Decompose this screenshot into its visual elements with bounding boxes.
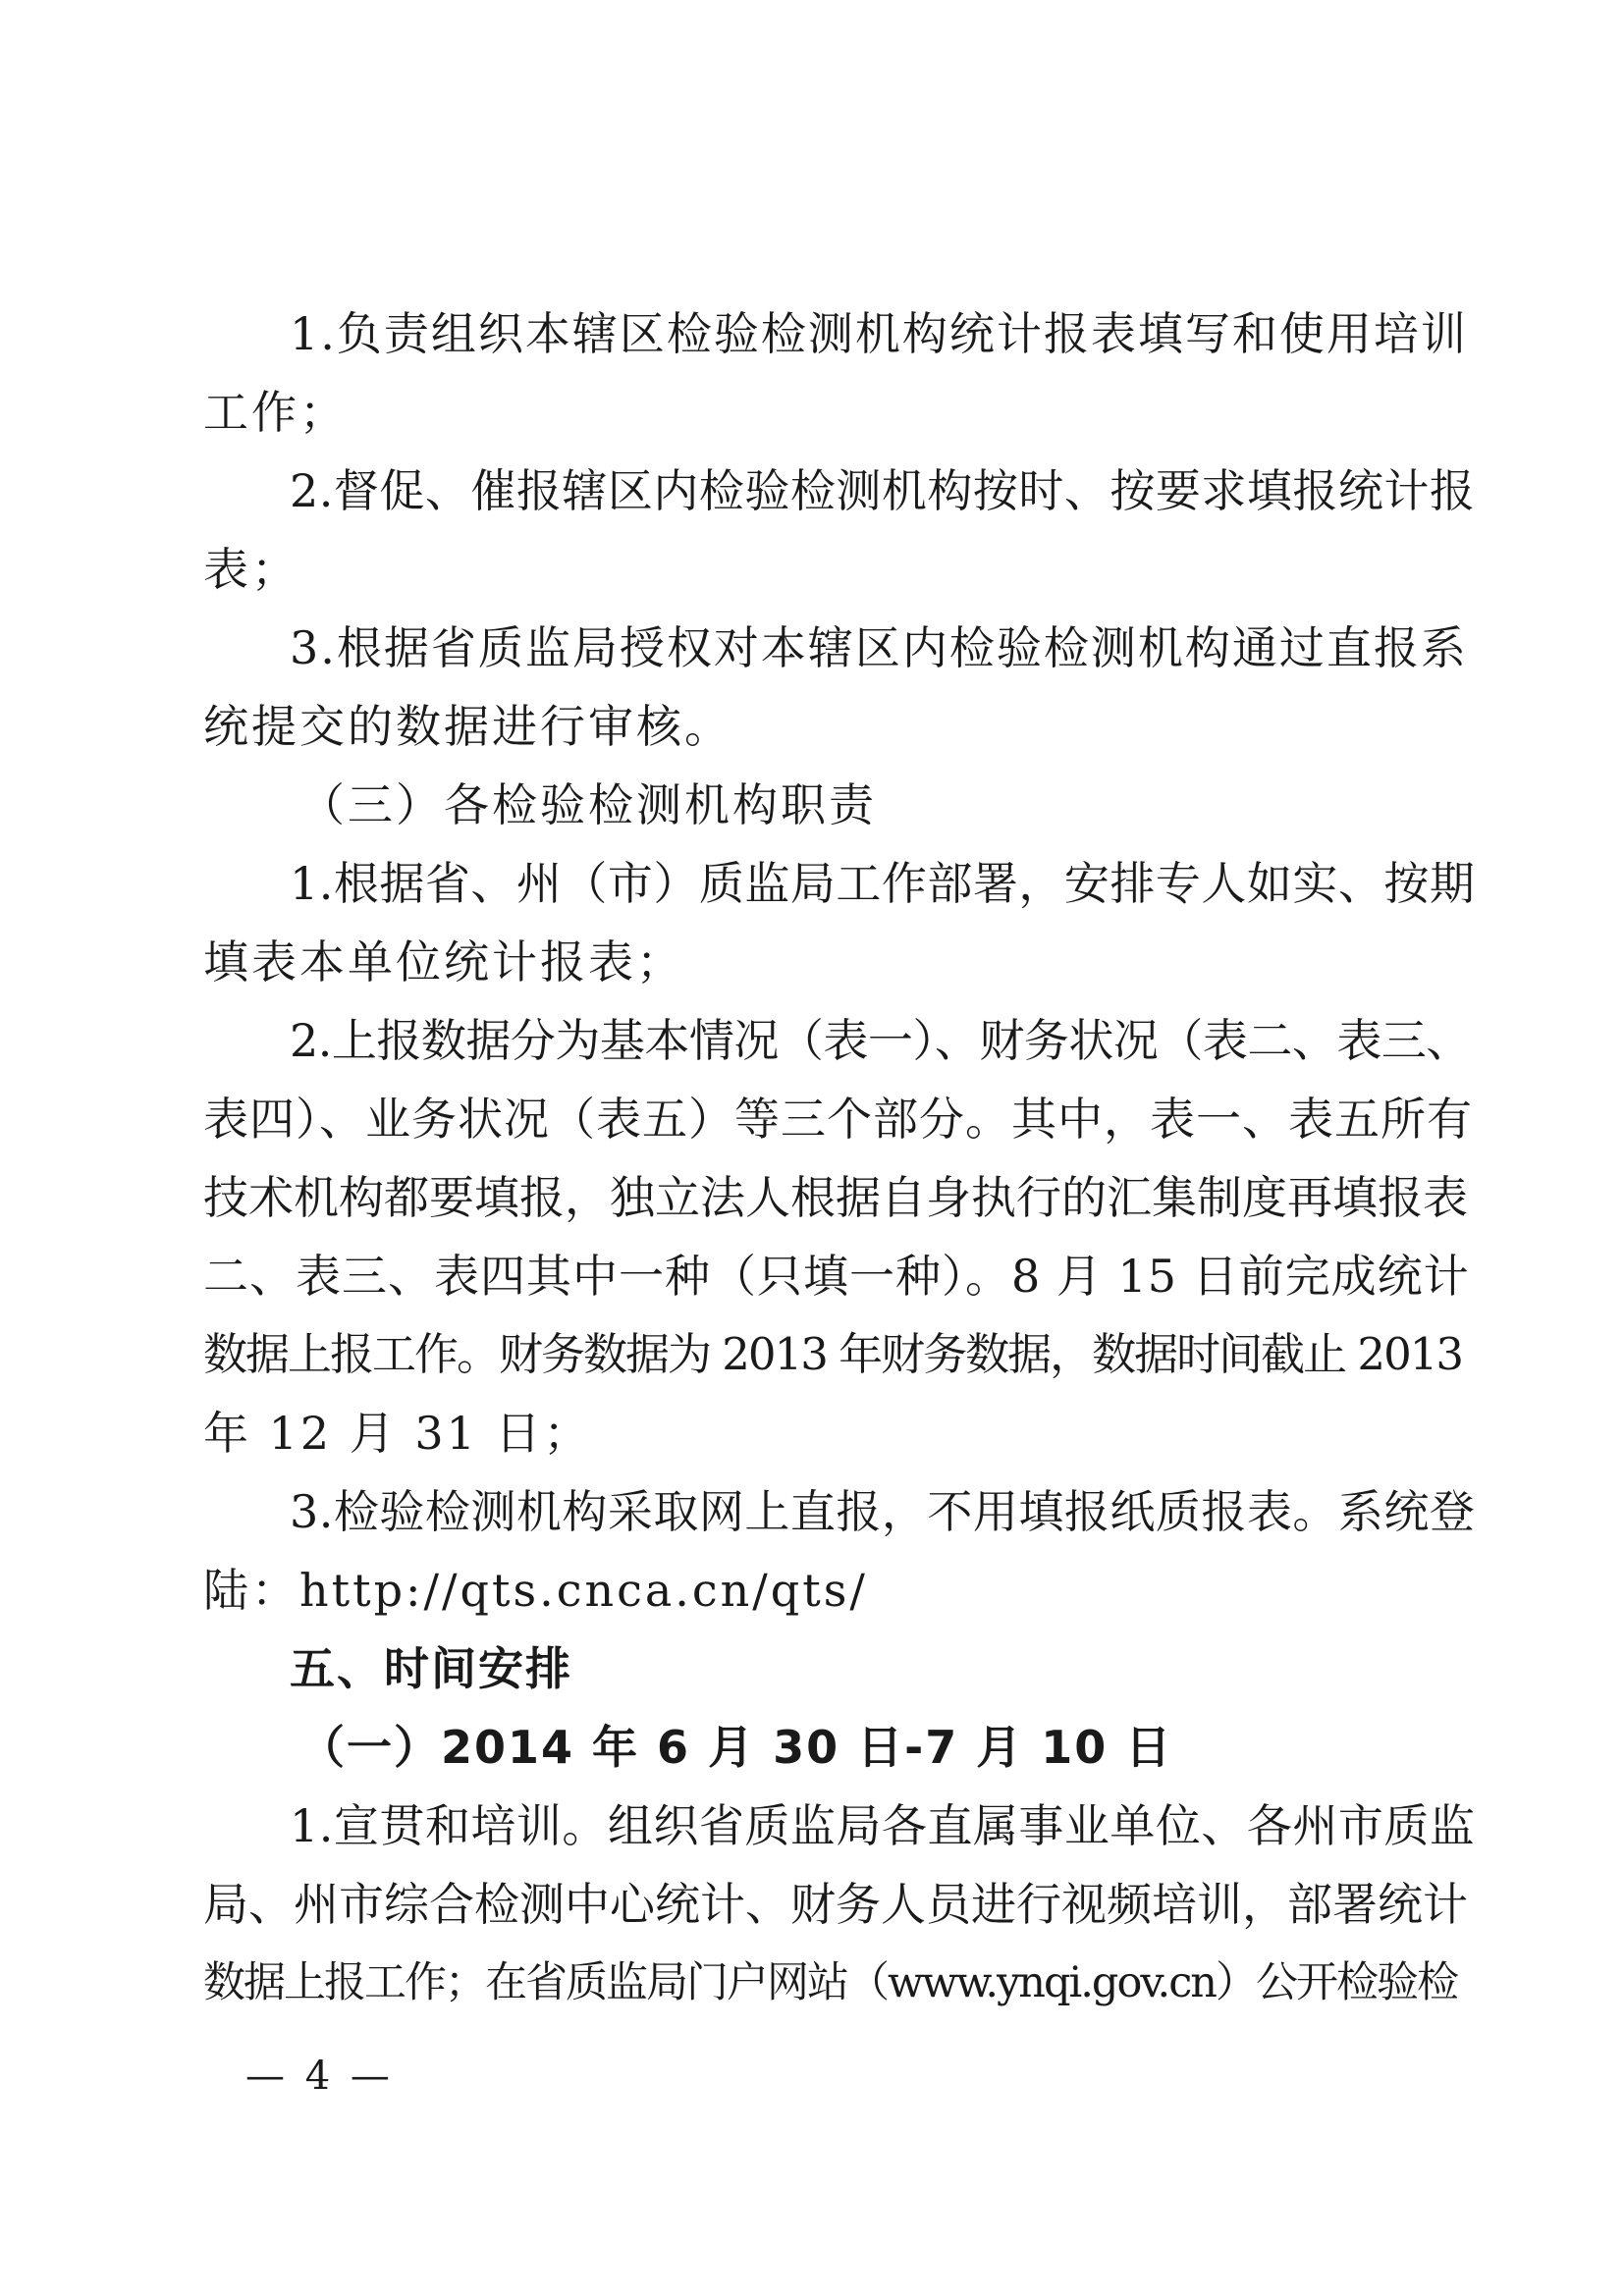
item-5-line-5: 数据上报工作。财务数据为 2013 年财务数据，数据时间截止 2013 <box>203 1328 1462 1380</box>
section-heading-5: 五、时间安排 <box>290 1642 572 1695</box>
item-2-line-2: 表； <box>203 543 299 596</box>
item-1-line-1: 1.负责组织本辖区检验检测机构统计报表填写和使用培训 <box>290 307 1468 360</box>
subsection-heading-1: （一）2014 年 6 月 30 日-7 月 10 日 <box>299 1721 1173 1774</box>
item-5-line-3: 技术机构都要填报，独立法人根据自身执行的汇集制度再填报表 <box>203 1171 1468 1224</box>
item-5-line-6: 年 12 月 31 日； <box>203 1407 592 1460</box>
item-2-line-1: 2.督促、催报辖区内检验检测机构按时、按要求填报统计报 <box>290 464 1476 517</box>
item-3-line-1: 3.根据省质监局授权对本辖区内检验检测机构通过直报系 <box>290 621 1468 674</box>
item-5-line-1: 2.上报数据分为基本情况（表一）、财务状况（表二、表三、 <box>290 1014 1471 1067</box>
section-heading-3: （三）各检验检测机构职责 <box>299 778 877 831</box>
page-number: — 4 — <box>245 2054 394 2099</box>
item-7-line-2: 局、州市综合检测中心统计、财务人员进行视频培训，部署统计 <box>203 1878 1468 1931</box>
item-6-line-1: 3.检验检测机构采取网上直报，不用填报纸质报表。系统登 <box>290 1485 1476 1538</box>
item-3-line-2: 统提交的数据进行审核。 <box>203 700 732 753</box>
item-7-line-3: 数据上报工作；在省质监局门户网站（www.ynqi.gov.cn）公开检验检 <box>203 1958 1457 2007</box>
item-1-line-2: 工作； <box>203 386 348 439</box>
item-5-line-4: 二、表三、表四其中一种（只填一种）。8 月 15 日前完成统计 <box>203 1250 1470 1303</box>
item-4-line-2: 填表本单位统计报表； <box>203 935 684 988</box>
item-7-line-1: 1.宣贯和培训。组织省质监局各直属事业单位、各州市质监 <box>290 1799 1476 1852</box>
item-5-line-2: 表四）、业务状况（表五）等三个部分。其中，表一、表五所有 <box>203 1093 1473 1146</box>
item-4-line-1: 1.根据省、州（市）质监局工作部署，安排专人如实、按期 <box>290 857 1476 910</box>
item-6-line-2: 陆：http://qts.cnca.cn/qts/ <box>203 1564 868 1617</box>
